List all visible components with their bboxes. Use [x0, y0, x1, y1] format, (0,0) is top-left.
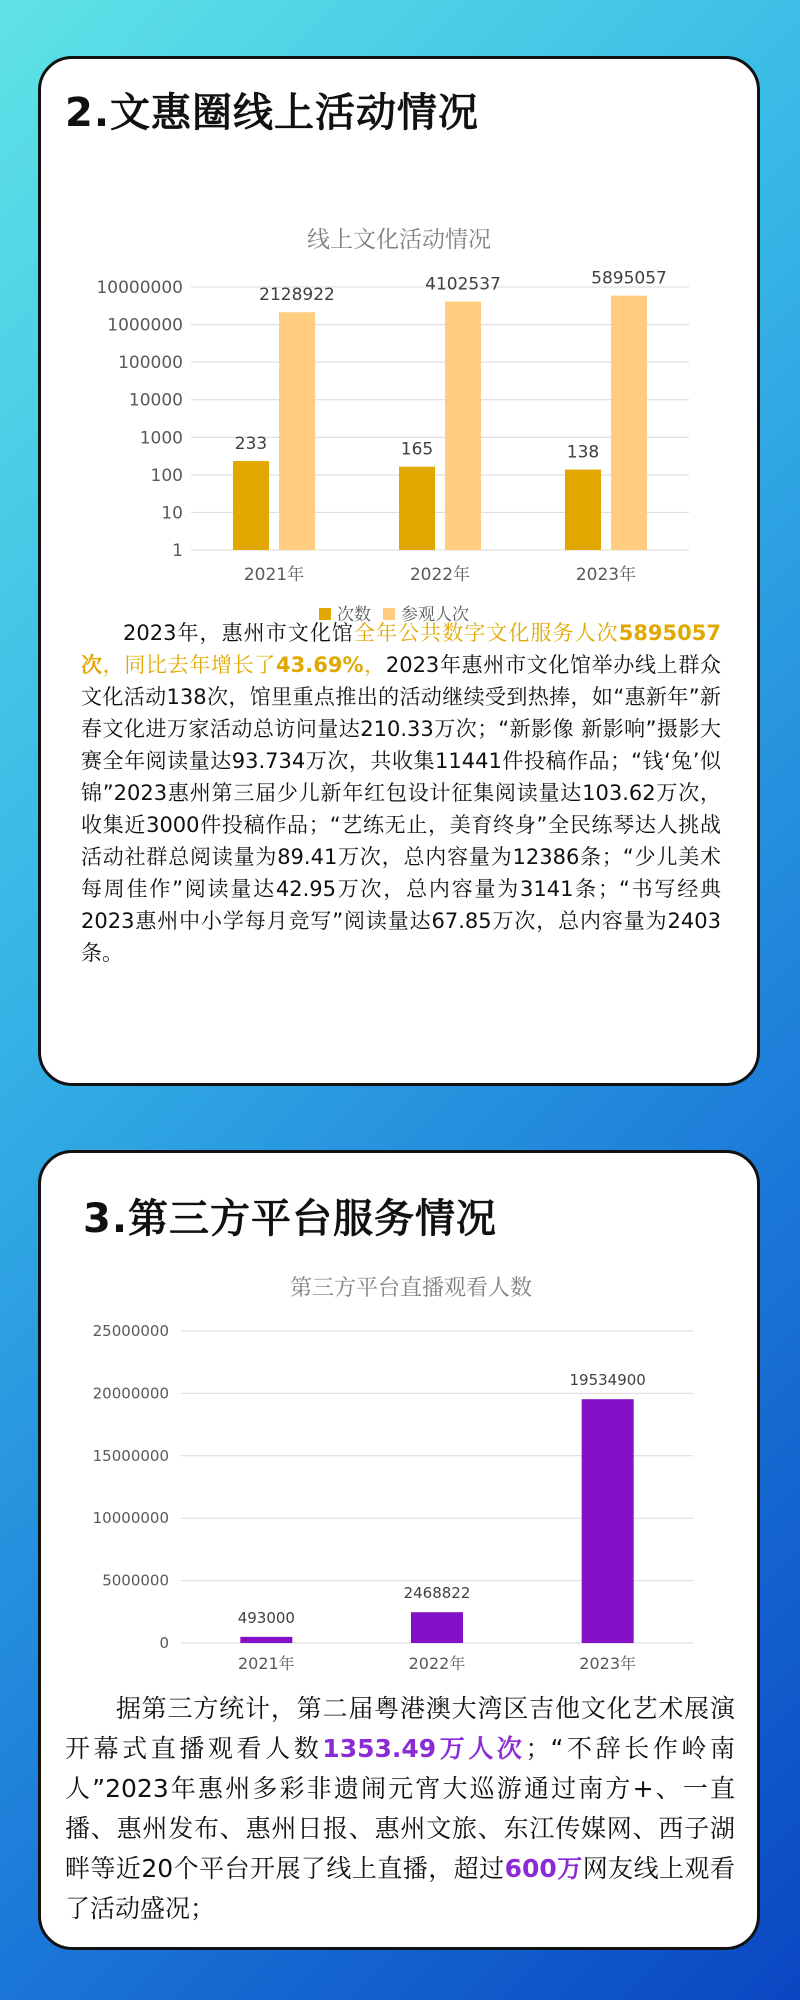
- data-label: 493000: [237, 1608, 295, 1627]
- bar-visitors: [279, 312, 315, 550]
- data-label: 19534900: [569, 1371, 646, 1390]
- highlight-text: ，同比去年增长了: [102, 653, 277, 677]
- y-tick-label: 5000000: [102, 1571, 169, 1590]
- third-party-views-chart: [41, 1261, 757, 1685]
- section-card-third-party: [38, 1150, 760, 1950]
- data-label: 5895057: [591, 268, 667, 289]
- chart-title: 第三方平台直播观看人数: [289, 1276, 533, 1301]
- data-label: 233: [234, 434, 268, 455]
- highlight-text: 全年公共数字文化服务人次: [353, 621, 619, 645]
- y-tick-label: 0: [159, 1634, 169, 1652]
- x-tick-label: 2021年: [237, 1654, 295, 1673]
- paragraph-text: 据第三方统计，第二届粤港澳大湾区吉他文化艺术展演开幕式直播观看人数: [65, 1694, 735, 1763]
- paragraph-text: ；“不辞长作岭南人”2023年惠州多彩非遗闹元宵大巡游通过南方+、一直播、惠州发布、惠州日报、惠州文旅、东江传媒网、西子湖畔等近20个平台开展了线上直播，超过: [65, 1734, 735, 1883]
- bar-visitors: [611, 296, 647, 550]
- x-tick-label: 2023年: [579, 1654, 637, 1673]
- y-tick-label: 25000000: [92, 1322, 169, 1340]
- online-activities-chart: [41, 159, 757, 625]
- section-title: 3.第三方平台服务情况: [83, 1196, 498, 1242]
- highlight-percent: 43.69%: [276, 653, 364, 677]
- y-tick-label: 1: [172, 541, 183, 561]
- data-label: 2468822: [403, 1584, 471, 1603]
- data-label: 4102537: [425, 274, 501, 295]
- y-tick-label: 1000000: [107, 315, 183, 336]
- data-label: 138: [566, 442, 600, 463]
- y-tick-label: 20000000: [92, 1384, 169, 1403]
- paragraph-text: 2023年，惠州市文化馆: [123, 621, 354, 645]
- section-title: 2.文惠圈线上活动情况: [65, 90, 480, 136]
- y-tick-label: 10: [161, 503, 183, 524]
- y-tick-label: 1000: [139, 428, 183, 449]
- legend-label: 参观人次: [401, 605, 469, 625]
- paragraph-text: 网友线上观看了活动盛况；: [65, 1854, 735, 1923]
- bar-count: [565, 470, 601, 550]
- x-tick-label: 2022年: [408, 1654, 466, 1673]
- section-paragraph: [81, 617, 721, 969]
- section-paragraph: [65, 1689, 735, 1929]
- x-tick-label: 2021年: [243, 565, 305, 585]
- data-label: 2128922: [259, 285, 335, 306]
- bar: [582, 1399, 634, 1643]
- bar-count: [399, 467, 435, 550]
- y-tick-label: 100000: [118, 353, 183, 374]
- bar-visitors: [445, 302, 481, 550]
- y-tick-label: 10000: [128, 390, 183, 411]
- legend-label: 次数: [337, 605, 371, 625]
- highlight-text: ，: [363, 653, 386, 677]
- bar: [411, 1612, 463, 1643]
- y-tick-label: 15000000: [92, 1446, 169, 1465]
- bar-count: [233, 461, 269, 550]
- chart-title: 线上文化活动情况: [307, 227, 491, 253]
- y-tick-label: 10000000: [92, 1509, 169, 1528]
- highlight-number: 5895057次: [81, 621, 721, 677]
- x-tick-label: 2023年: [575, 565, 637, 585]
- highlight-number: 600万: [504, 1854, 583, 1883]
- y-tick-label: 10000000: [96, 278, 183, 298]
- data-label: 165: [400, 439, 434, 460]
- y-tick-label: 100: [150, 465, 183, 486]
- bar: [240, 1637, 292, 1643]
- highlight-number: 1353.49万人次: [322, 1734, 526, 1763]
- paragraph-text: 2023年惠州市文化馆举办线上群众文化活动138次，馆里重点推出的活动继续受到热捧，如“惠新年”新春文化进万家活动总访问量达210.33万次；“新影像 新影响”摄影大赛全年阅读量达93.734万次，共收集11441件投稿作品；“钱‘兔’似锦”2023惠州第三届少儿新年红包设计征集阅读量达103.62万次，收集近3000件投稿作品；“艺练无止，美育终身”全民练琴达人挑战活动社群总阅读量为89.41万次，总内容量为12386条；“少儿美术每周佳作”阅读量达42.95万次，总内容量为3141条；“书写经典2023惠州中小学每月竞写”阅读量达67.85万次，总内容量为2403条。: [81, 653, 721, 965]
- section-card-online-activities: [38, 56, 760, 1086]
- x-tick-label: 2022年: [409, 565, 471, 585]
